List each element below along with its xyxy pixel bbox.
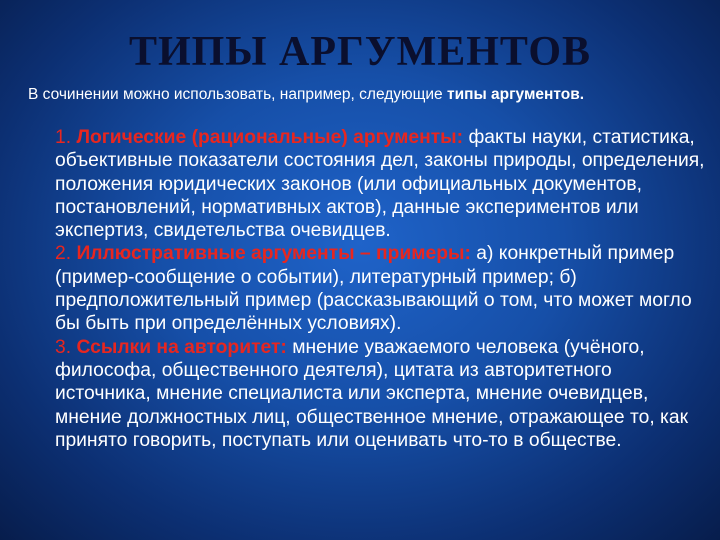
item-body: мнение уважаемого человека (учёного, философа, общественного деятеля), цитата из авторитетного источника, мнение специалиста или эксперта, мнение очевидцев, мнение должностных лиц, общественное мнение, отражающее то, как принято говорить, поступать или оценивать что-то в обществе. (55, 336, 689, 451)
item-heading: Логические (рациональные) аргументы: (76, 127, 464, 148)
item-number: 3. (55, 336, 72, 358)
argument-item-authority (55, 336, 705, 452)
item-body: факты науки, статистика, объективные показатели состояния дел, законы природы, определения, положения юридических законов (или официальных документов, постановлений, нормативных актов), данные экспериментов или экспертиз, свидетельства очевидцев. (55, 127, 705, 242)
intro-paragraph (28, 86, 698, 103)
argument-item-logical (55, 126, 705, 242)
argument-list (55, 126, 705, 452)
item-number: 2. (55, 243, 72, 265)
item-number: 1. (55, 127, 72, 148)
intro-bold-text: типы аргументов. (446, 86, 585, 103)
item-heading: Ссылки на авторитет: (76, 336, 287, 358)
slide-title: ТИПЫ АРГУМЕНТОВ (128, 29, 592, 75)
item-body: а) конкретный пример (пример-сообщение о событии), литературный пример; б) предположительный пример (рассказывающий о том, что может могло бы быть при определённых условиях). (55, 243, 692, 335)
intro-text: В сочинении можно использовать, например, следующие (28, 86, 447, 103)
argument-item-illustrative (55, 242, 705, 335)
item-heading: Иллюстративные аргументы – примеры: (76, 243, 471, 265)
